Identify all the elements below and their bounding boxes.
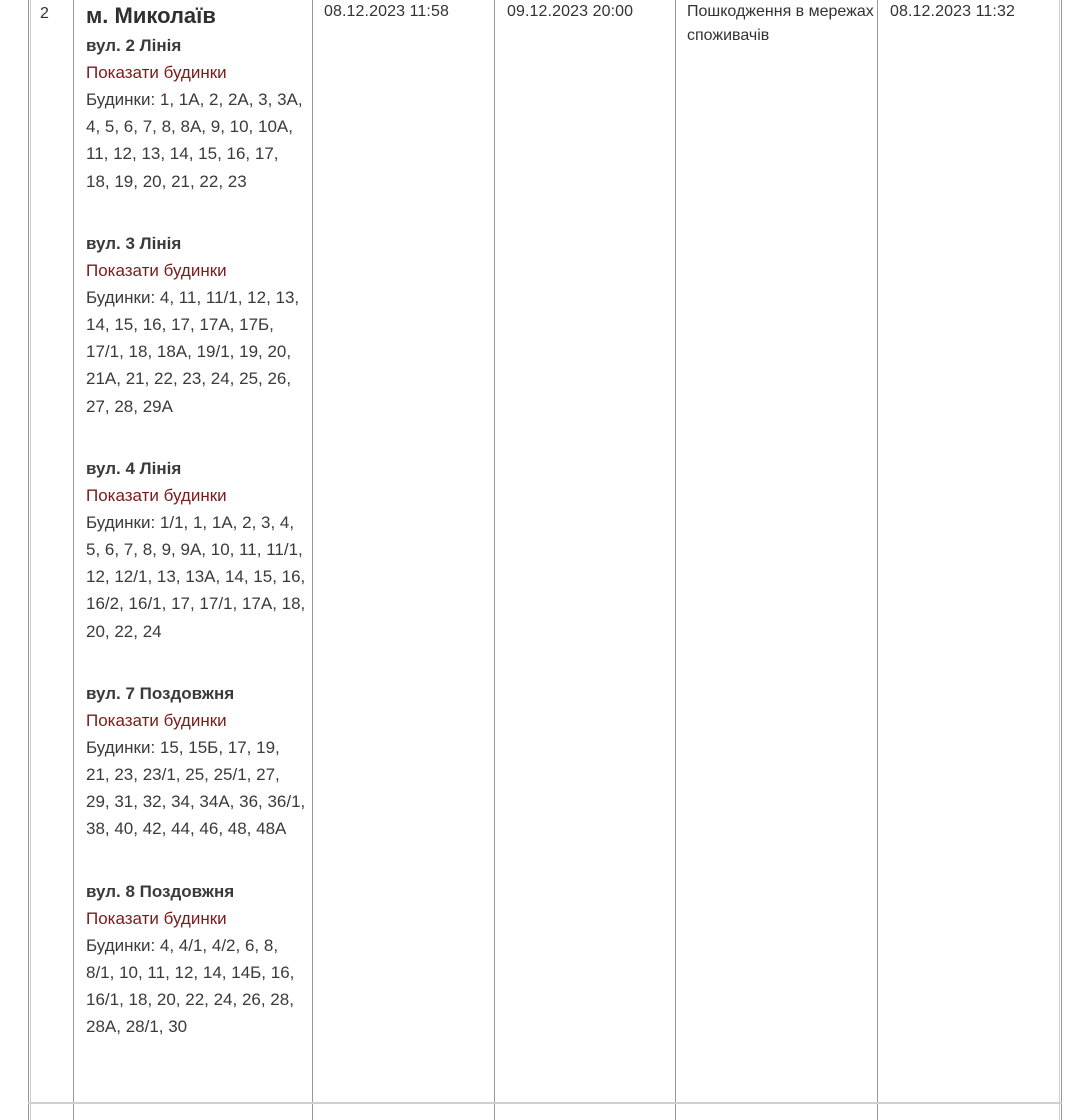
street-name: вул. 2 Лінія <box>86 36 182 55</box>
show-houses-link[interactable]: Показати будинки <box>86 485 227 505</box>
row-divider <box>28 1102 1062 1104</box>
houses-list: Будинки: 4, 11, 11/1, 12, 13, 14, 15, 16, 17, 17А, 17Б, 17/1, 18, 18А, 19/1, 19, 20, 21А, 21, 22, 23, 24, 25, 26, 27, 28, 29А <box>86 287 300 416</box>
show-houses-link[interactable]: Показати будинки <box>86 908 227 928</box>
address-cell <box>74 0 313 1075</box>
outage-reason: Пошкодження в мережах споживачів <box>687 3 874 44</box>
city-name: м. Миколаїв <box>86 3 216 28</box>
houses-list: Будинки: 4, 4/1, 4/2, 6, 8, 8/1, 10, 11, 12, 14, 14Б, 16, 16/1, 18, 20, 22, 24, 26, 28, 28А, 28/1, 30 <box>86 935 295 1037</box>
street-block <box>86 32 313 195</box>
show-houses-link[interactable]: Показати будинки <box>86 63 227 82</box>
street-block <box>86 230 313 420</box>
houses-list: Будинки: 15, 15Б, 17, 19, 21, 23, 23/1, 25, 25/1, 27, 29, 31, 32, 34, 34А, 36, 36/1, 38, 40, 42, 44, 46, 48, 48А <box>86 737 306 839</box>
table-border-left <box>28 0 29 1120</box>
street-name: вул. 4 Лінія <box>86 458 182 478</box>
column-divider <box>877 0 878 1120</box>
street-block <box>86 455 313 645</box>
houses-list: Будинки: 1, 1А, 2, 2А, 3, 3А, 4, 5, 6, 7, 8, 8А, 9, 10, 10А, 11, 12, 13, 14, 15, 16, 17, 18, 19, 20, 21, 22, 23 <box>86 90 303 191</box>
street-block <box>86 878 313 1041</box>
street-name: вул. 3 Лінія <box>86 233 182 253</box>
table-border-right <box>1059 0 1060 1120</box>
registered-time: 08.12.2023 11:32 <box>890 3 1015 20</box>
column-divider <box>675 0 676 1120</box>
restore-time: 09.12.2023 20:00 <box>507 3 634 20</box>
column-divider <box>494 0 495 1120</box>
street-block <box>86 680 313 843</box>
row-number: 2 <box>40 5 49 22</box>
table-border-right-outer <box>1061 0 1062 1120</box>
street-name: вул. 8 Поздовжня <box>86 881 235 901</box>
houses-list: Будинки: 1/1, 1, 1А, 2, 3, 4, 5, 6, 7, 8, 9, 9А, 10, 11, 11/1, 12, 12/1, 13, 13А, 14, 15, 16, 16/2, 16/1, 17, 17/1, 17А, 18, 20, 22, 24 <box>86 512 306 641</box>
table-border-left-inner <box>30 0 31 1120</box>
outage-start-time: 08.12.2023 11:58 <box>324 3 449 20</box>
show-houses-link[interactable]: Показати будинки <box>86 710 227 730</box>
street-name: вул. 7 Поздовжня <box>86 683 235 703</box>
show-houses-link[interactable]: Показати будинки <box>86 260 227 280</box>
